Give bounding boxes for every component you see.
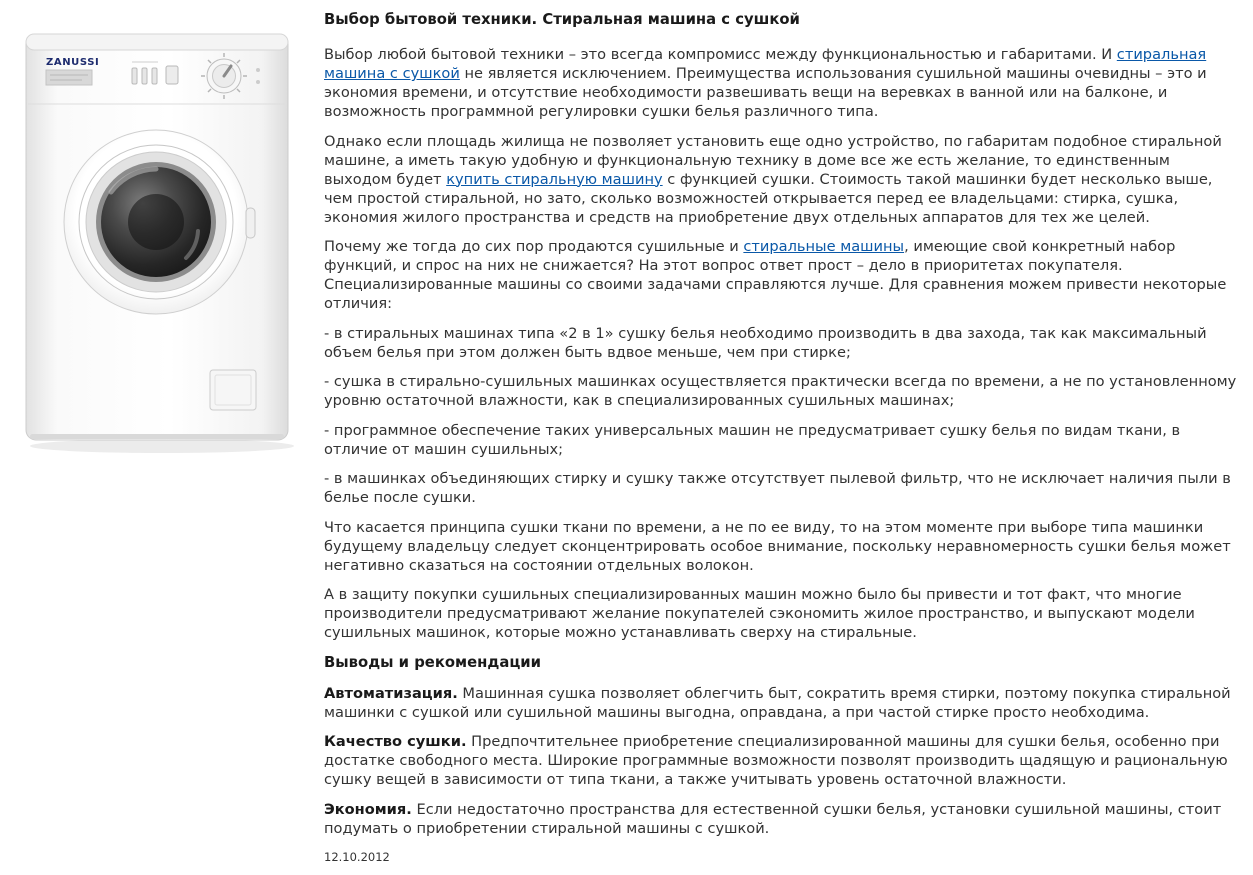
lead-word: Экономия.	[324, 800, 412, 818]
article-image	[10, 8, 310, 460]
article-body	[324, 45, 1239, 642]
text-run: Однако если площадь жилища не позволяет установить еще одно устройство, по габаритам подобное стиральной машине, а иметь такую удобную и функциональную технику в доме все же есть желание, то единственным выходом будет	[324, 132, 1222, 188]
conclusions-heading: Выводы и рекомендации	[324, 653, 542, 671]
text-run: - программное обеспечение таких универсальных машин не предусматривает сушку белья по видам ткани, в отличие от машин сушильных;	[324, 421, 1181, 458]
paragraph	[324, 421, 1239, 459]
paragraph	[324, 585, 1239, 642]
text-run: с функцией сушки. Стоимость такой машинки будет несколько выше, чем простой стиральной, но зато, сколько возможностей открывается перед ее владельцами: стирка, сушка, экономия жилого пространства и средств на приобретение двух отдельных аппаратов для тех же целей.	[324, 170, 1213, 226]
text-run: Что касается принципа сушки ткани по времени, а не по ее виду, то на этом моменте при выборе типа машинки будущему владельцу следует сконцентрировать особое внимание, поскольку неравномерность сушки белья может негативно сказаться на состоянии отдельных волокон.	[324, 518, 1231, 574]
article-content	[324, 8, 1239, 867]
paragraph	[324, 45, 1239, 121]
brand-logo	[46, 57, 99, 85]
door-handle	[246, 208, 255, 238]
inline-link[interactable]: стиральные машины	[743, 238, 905, 255]
washing-machine-image	[10, 10, 310, 460]
publish-date: 12.10.2012	[324, 850, 390, 864]
text-run: Машинная сушка позволяет облегчить быт, сократить время стирки, поэтому покупка стиральной машинки с сушкой или сушильной машины выгодна, оправдана, а при частой стирке просто необходима.	[324, 684, 1231, 721]
text-run: Если недостаточно пространства для естественной сушки белья, установки сушильной машины, стоит подумать о приобретении стиральной машины с сушкой.	[324, 800, 1222, 837]
text-run: Предпочтительнее приобретение специализированной машины для сушки белья, особенно при достатке свободного места. Широкие программные возможности позволят производить щадящую и рациональную сушку вещей в зависимости от типа ткани, а также учитывать уровень остаточной влажности.	[324, 733, 1228, 788]
text-run: А в защиту покупки сушильных специализированных машин можно было бы привести и тот факт, что многие производители предусматривают желание покупателей сэкономить жилое пространство, и выпускают модели сушильных машинок, которые можно устанавливать сверху на стиральные.	[324, 586, 1195, 641]
inline-link[interactable]: купить стиральную машину	[446, 170, 663, 188]
paragraph	[324, 684, 1239, 722]
text-run: не является исключением. Преимущества использования сушильной машины очевидны – это и экономия времени, и отсутствие необходимости развешивать вещи на веревках в ванной или на балконе, и возможность программной регулировки сушки белья различного типа.	[324, 65, 1207, 120]
article-title: Выбор бытовой техники. Стиральная машина с сушкой	[324, 11, 800, 28]
lead-word: Автоматизация.	[324, 684, 458, 702]
lead-word: Качество сушки.	[324, 733, 467, 750]
paragraph	[324, 518, 1239, 575]
machine-shadow	[30, 439, 294, 453]
service-hatch	[210, 370, 256, 410]
inline-link[interactable]: стиральная машина с сушкой	[324, 46, 1207, 82]
text-run: Почему же тогда до сих пор продаются сушильные и	[324, 238, 744, 255]
text-run: Выбор любой бытовой техники – это всегда компромисс между функциональностью и габаритами. И	[324, 46, 1117, 63]
paragraph	[324, 237, 1239, 313]
text-run: - в машинках объединяющих стирку и сушку также отсутствует пылевой фильтр, что не исключает наличия пыли в белье после сушки.	[324, 470, 1231, 506]
article-conclusions	[324, 684, 1239, 838]
text-run: - в стиральных машинах типа «2 в 1» сушку белья необходимо производить в два захода, так как максимальный объем белья при этом должен быть вдвое меньше, чем при стирке;	[324, 324, 1207, 361]
paragraph	[324, 132, 1239, 227]
paragraph	[324, 324, 1239, 362]
paragraph	[324, 800, 1239, 838]
paragraph	[324, 732, 1239, 789]
paragraph	[324, 372, 1239, 410]
paragraph	[324, 469, 1239, 507]
brand-text: ZANUSSI	[46, 57, 100, 68]
text-run: , имеющие свой конкретный набор функций, и спрос на них не снижается? На этот вопрос ответ прост – дело в приоритетах покупателя. Специализированные машины со своими задачами справляются лучше. Для сравнения можем привести некоторые отличия:	[324, 238, 1227, 312]
text-run: - сушка в стирально-сушильных машинках осуществляется практически всегда по времени, а не по установленному уровню остаточной влажности, как в специализированных сушильных машинах;	[324, 373, 1237, 409]
